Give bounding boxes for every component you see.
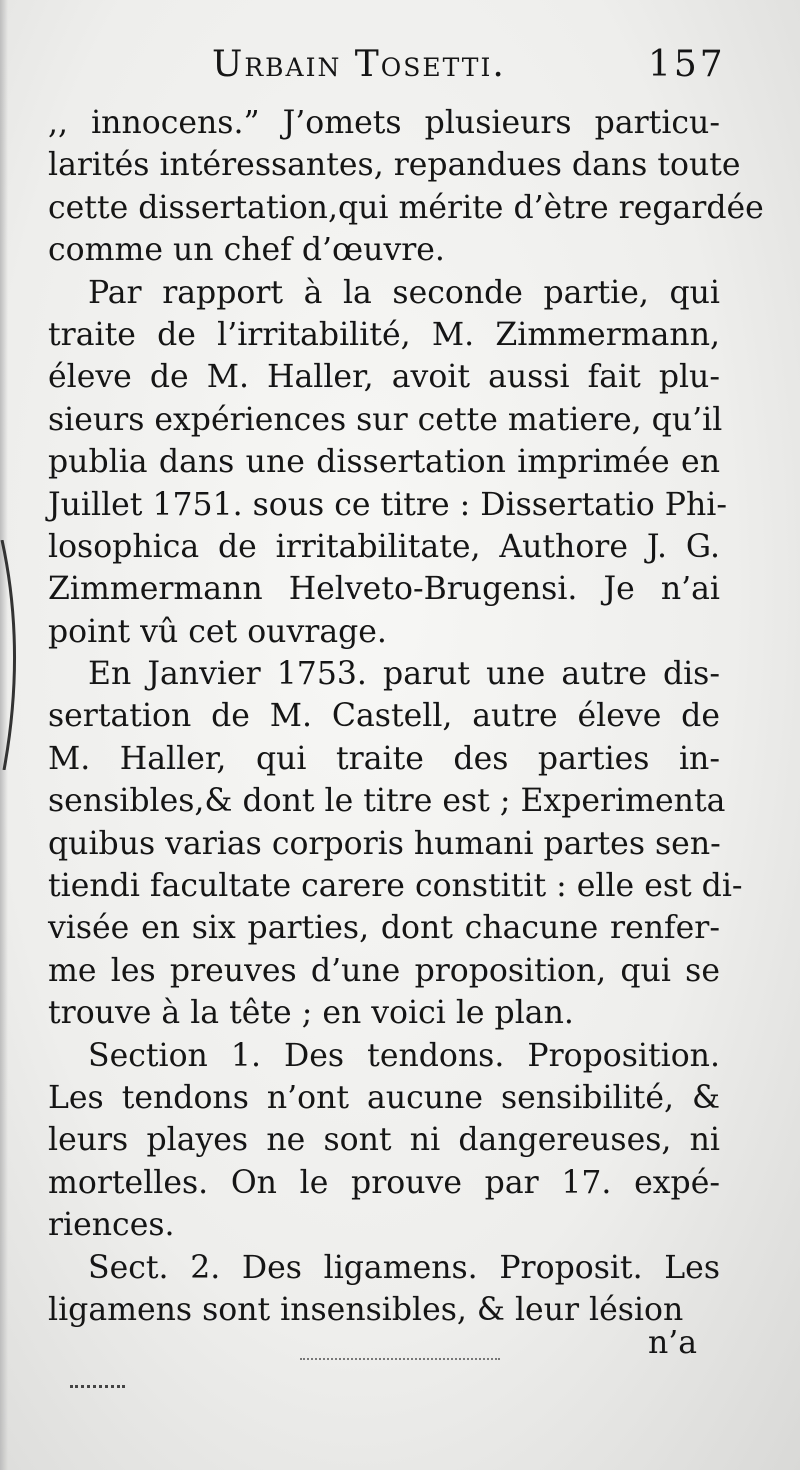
page-fold-curve [0, 540, 30, 770]
text-line: Les tendons n’ont aucune sensibilité, & [48, 1079, 720, 1116]
text-line: larités intéressantes, repandues dans toute [48, 147, 741, 184]
text-line: me les preuves d’une proposition, qui se [48, 952, 720, 989]
text-line: ligamens sont insensibles, & leur lésion [48, 1291, 684, 1328]
bottom-smudge [300, 1358, 500, 1360]
ink-mark [70, 1385, 125, 1388]
text-line: traite de l’irritabilité, M. Zimmermann, [48, 316, 720, 353]
text-line: point vû cet ouvrage. [48, 613, 387, 650]
text-line: comme un chef d’œuvre. [48, 232, 445, 269]
text-line: riences. [48, 1207, 175, 1244]
text-line: Sect. 2. Des ligamens. Proposit. Les [88, 1249, 720, 1286]
text-line: Section 1. Des tendons. Proposition. [88, 1037, 720, 1074]
text-line: quibus varias corporis humani partes sen- [48, 825, 721, 862]
page-number: 157 [648, 44, 726, 85]
running-head-title: Urbain Tosetti. [212, 44, 506, 85]
paragraph [48, 272, 727, 654]
text-line: sieurs expériences sur cette matiere, qu’il [48, 401, 723, 438]
text-line: mortelles. On le prouve par 17. expé- [48, 1164, 720, 1201]
text-line: tiendi facultate carere constitit : elle est di- [48, 868, 743, 905]
paragraph [48, 653, 743, 1035]
body-text [48, 102, 764, 1331]
text-line: M. Haller, qui traite des parties in- [48, 740, 720, 777]
text-line: leurs playes ne sont ni dangereuses, ni [48, 1122, 720, 1159]
catchword: n’a [648, 1325, 698, 1361]
text-line: sensibles,& dont le titre est ; Experimenta [48, 783, 726, 820]
text-line: Par rapport à la seconde partie, qui [88, 274, 720, 311]
running-head [0, 44, 800, 94]
text-line: éleve de M. Haller, avoit aussi fait plu- [48, 359, 720, 396]
text-line: ,, innocens.” J’omets plusieurs particu- [48, 105, 720, 141]
paragraph [48, 1247, 720, 1332]
text-line: Zimmermann Helveto-Brugensi. Je n’ai [48, 571, 720, 608]
text-line: cette dissertation,qui mérite d’ètre regardée [48, 189, 764, 226]
text-line: En Janvier 1753. parut une autre dis- [88, 656, 720, 693]
paragraph [48, 1035, 720, 1247]
text-line: publia dans une dissertation imprimée en [48, 444, 720, 481]
text-line: losophica de irritabilitate, Authore J. G. [48, 528, 720, 565]
text-line: visée en six parties, dont chacune renfer- [48, 910, 720, 947]
text-line: Juillet 1751. sous ce titre : Dissertatio Phi- [48, 486, 727, 523]
text-line: trouve à la tête ; en voici le plan. [48, 995, 574, 1032]
text-line: sertation de M. Castell, autre éleve de [48, 698, 720, 735]
paragraph [48, 102, 764, 272]
